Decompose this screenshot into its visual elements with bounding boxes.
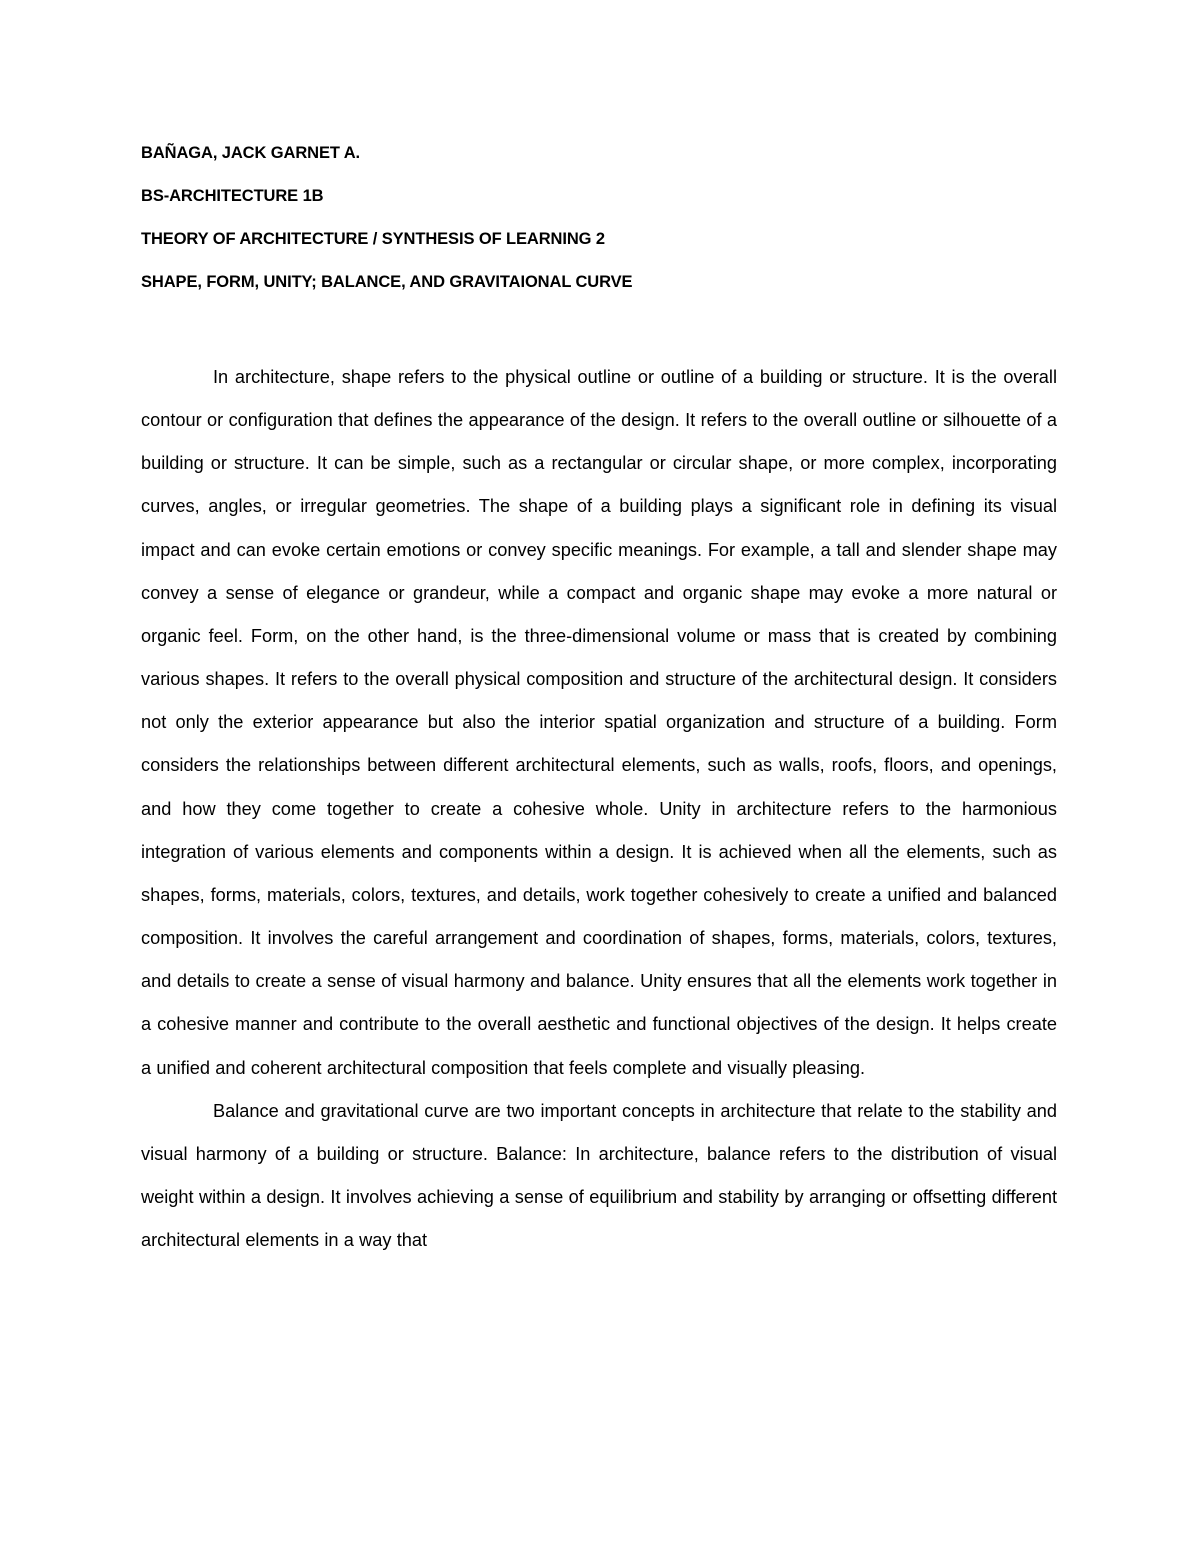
document-header xyxy=(141,143,1061,315)
program-section: BS-ARCHITECTURE 1B xyxy=(141,187,324,205)
essay-topic: SHAPE, FORM, UNITY; BALANCE, AND GRAVITAIONAL CURVE xyxy=(141,273,633,291)
course-title: THEORY OF ARCHITECTURE / SYNTHESIS OF LEARNING 2 xyxy=(141,230,605,248)
document-body xyxy=(141,356,1057,1262)
student-name: BAÑAGA, JACK GARNET A. xyxy=(141,144,361,162)
paragraph-shape-form-unity: In architecture, shape refers to the physical outline or outline of a building or structure. It is the overall contour or configuration that defines the appearance of the design. It refers to the overall outline or silhouette of a building or structure. It can be simple, such as a rectangular or circular shape, or more complex, incorporating curves, angles, or irregular geometries. The shape of a building plays a significant role in defining its visual impact and can evoke certain emotions or convey specific meanings. For example, a tall and slender shape may convey a sense of elegance or grandeur, while a compact and organic shape may evoke a more natural or organic feel. Form, on the other hand, is the three-dimensional volume or mass that is created by combining various shapes. It refers to the overall physical composition and structure of the architectural design. It considers not only the exterior appearance but also the interior spatial organization and structure of a building. Form considers the relationships between different architectural elements, such as walls, roofs, floors, and openings, and how they come together to create a cohesive whole. Unity in architecture refers to the harmonious integration of various elements and components within a design. It is achieved when all the elements, such as shapes, forms, materials, colors, textures, and details, work together cohesively to create a unified and balanced composition. It involves the careful arrangement and coordination of shapes, forms, materials, colors, textures, and details to create a sense of visual harmony and balance. Unity ensures that all the elements work together in a cohesive manner and contribute to the overall aesthetic and functional objectives of the design. It helps create a unified and coherent architectural composition that feels complete and visually pleasing. xyxy=(141,367,1057,1078)
paragraph-balance-gravitational-curve: Balance and gravitational curve are two important concepts in architecture that relate to the stability and visual harmony of a building or structure. Balance: In architecture, balance refers to the distribution of visual weight within a design. It involves achieving a sense of equilibrium and stability by arranging or offsetting different architectural elements in a way that xyxy=(141,1100,1057,1251)
